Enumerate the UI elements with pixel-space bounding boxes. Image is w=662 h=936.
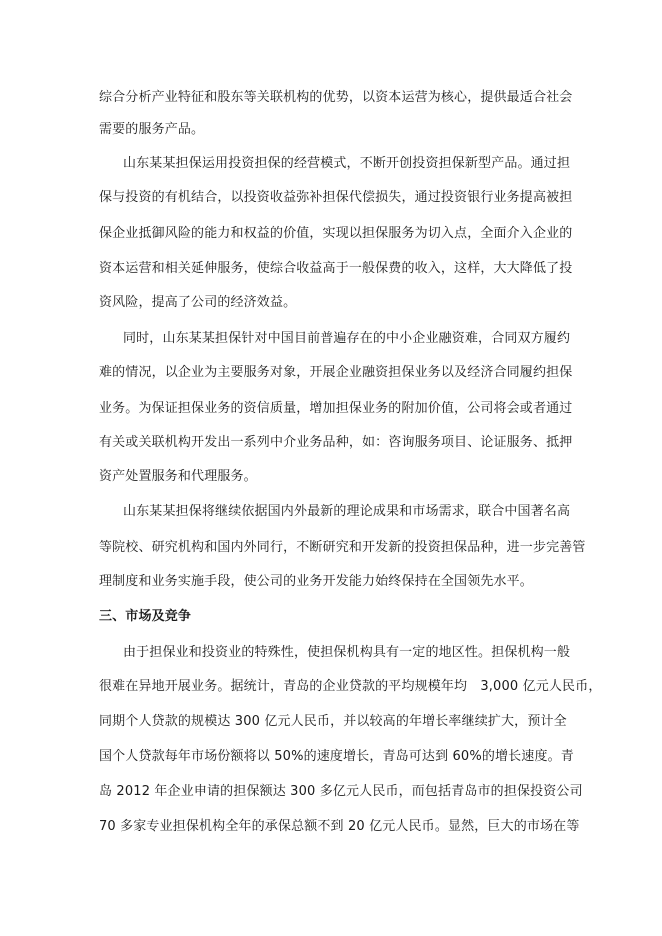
paragraph-line: 山东某某担保运用投资担保的经营模式，不断开创投资担保新型产品。通过担 [123, 156, 571, 171]
paragraph-line: 难的情况，以企业为主要服务对象，开展企业融资担保业务以及经济合同履约担保 [99, 365, 573, 380]
paragraph-line: 等院校、研究机构和国内外同行，不断研究和开发新的投资担保品种，进一步完善管 [99, 540, 586, 555]
paragraph-line: 业务。为保证担保业务的资信质量，增加担保业务的附加价值，公司将会或者通过 [99, 401, 573, 416]
paragraph-line: 需要的服务产品。 [99, 122, 205, 137]
paragraph-line: 同时，山东某某担保针对中国目前普遍存在的中小企业融资难，合同双方履约 [123, 331, 571, 346]
paragraph-line: 同期个人贷款的规模达 300 亿元人民币，并以较高的年增长率继续扩大，预计全 [99, 714, 567, 729]
paragraph-line: 70 多家专业担保机构全年的承保总额不到 20 亿元人民币。显然，巨大的市场在等 [99, 819, 580, 834]
paragraph-line: 国个人贷款每年市场份额将以 50%的速度增长，青岛可达到 60%的增长速度。青 [99, 749, 574, 764]
paragraph-line: 保企业抵御风险的能力和权益的价值，实现以担保服务为切入点，全面介入企业的 [99, 226, 573, 241]
paragraph-line: 山东某某担保将继续依据国内外最新的理论成果和市场需求，联合中国著名高 [123, 504, 571, 519]
paragraph-line: 资产处置服务和代理服务。 [99, 469, 257, 484]
paragraph-line: 有关或关联机构开发出一系列中介业务品种，如：咨询服务项目、论证服务、抵押 [99, 435, 573, 450]
paragraph-line: 资风险，提高了公司的经济效益。 [99, 295, 297, 310]
paragraph-line: 综合分析产业特征和股东等关联机构的优势，以资本运营为核心，提供最适合社会 [99, 90, 573, 105]
section-heading: 三、市场及竞争 [99, 609, 192, 624]
paragraph-line: 保与投资的有机结合，以投资收益弥补担保代偿损失，通过投资银行业务提高被担 [99, 190, 573, 205]
paragraph-line: 岛 2012 年企业申请的担保额达 300 多亿元人民币，而包括青岛市的担保投资公司 [99, 784, 583, 799]
paragraph-line: 资本运营和相关延伸服务，使综合收益高于一般保费的收入，这样，大大降低了投 [99, 261, 573, 276]
paragraph-line: 很难在异地开展业务。据统计，青岛的企业贷款的平均规模年均 3,000 亿元人民币， [99, 679, 602, 694]
paragraph-line: 由于担保业和投资业的特殊性，使担保机构具有一定的地区性。担保机构一般 [123, 645, 571, 660]
paragraph-line: 理制度和业务实施手段，使公司的业务开发能力始终保持在全国领先水平。 [99, 574, 533, 589]
